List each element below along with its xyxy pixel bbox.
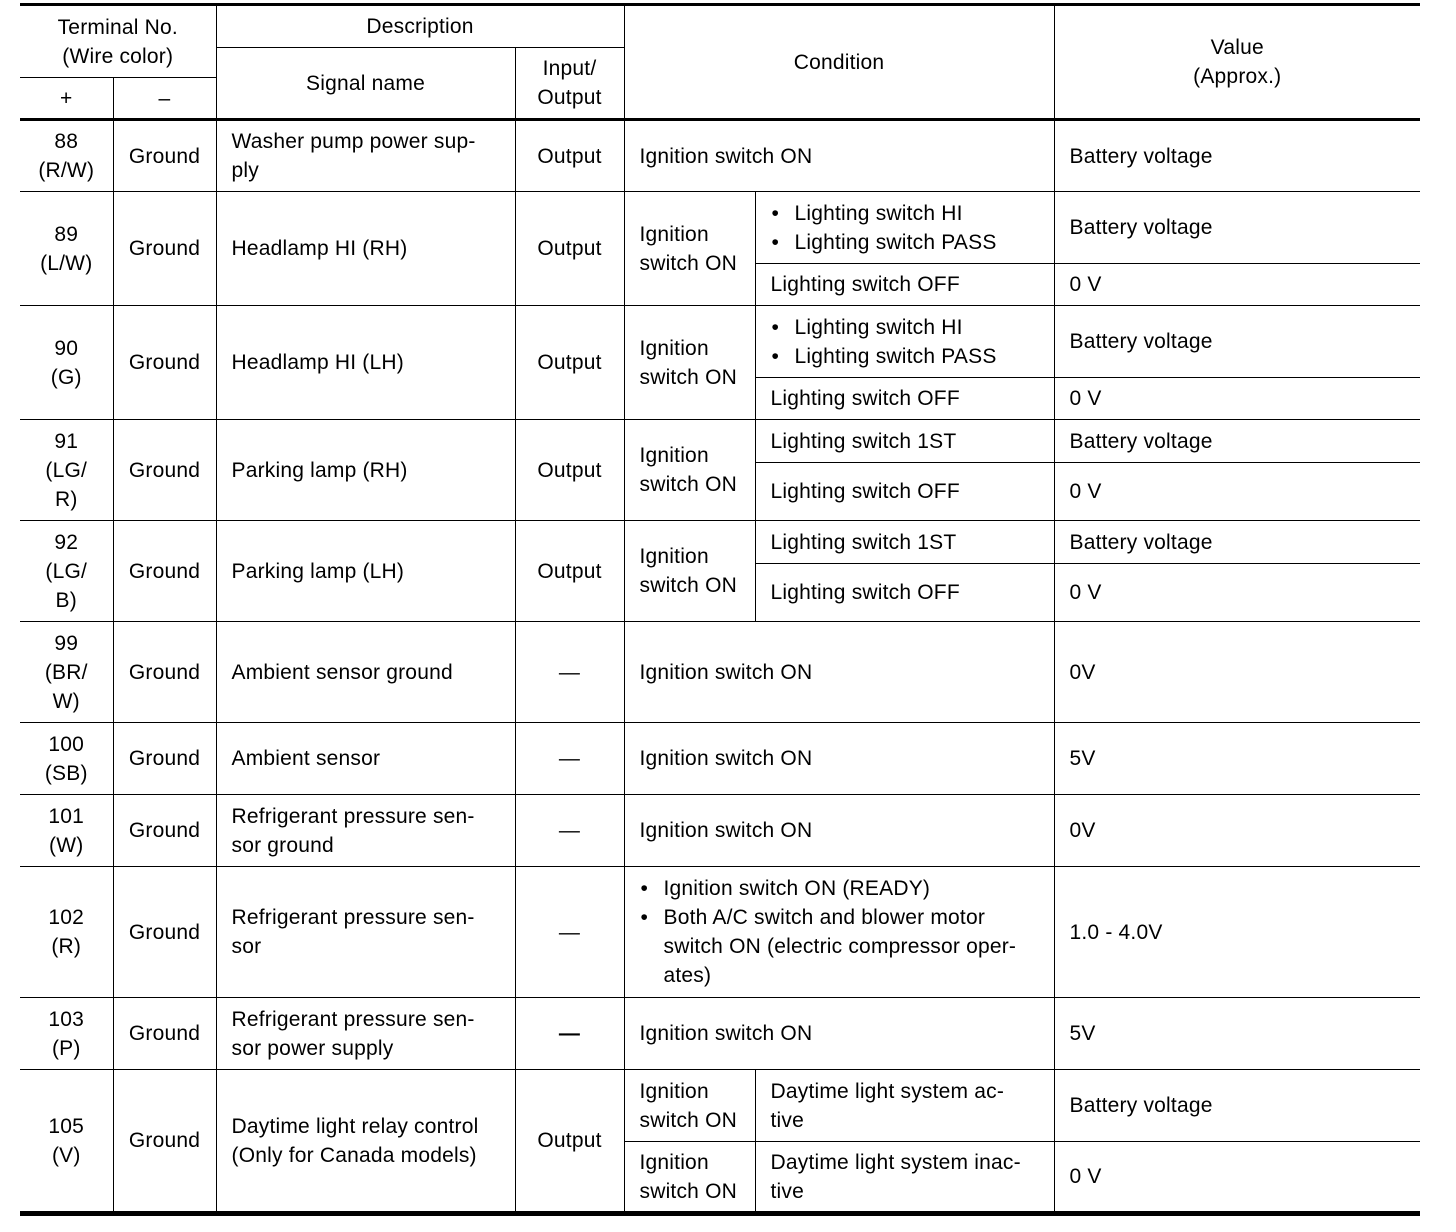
header-value-label: Value bbox=[1210, 36, 1264, 59]
condition-line: Ignition bbox=[639, 444, 709, 467]
signal-name-cell: Headlamp HI (RH) bbox=[216, 192, 515, 306]
signal-name-cell bbox=[216, 867, 515, 998]
terminal-number: 92 bbox=[54, 530, 79, 554]
table-row bbox=[20, 622, 1420, 723]
header-condition: Condition bbox=[624, 5, 1054, 120]
signal-name-cell: Parking lamp (RH) bbox=[216, 420, 515, 521]
condition-cell bbox=[624, 867, 1054, 998]
terminal-cell bbox=[20, 420, 113, 521]
condition-ignition-cell bbox=[624, 1142, 755, 1214]
terminal-cell bbox=[20, 192, 113, 306]
header-terminal-no bbox=[20, 5, 216, 78]
signal-name-line: Refrigerant pressure sen- bbox=[231, 1007, 475, 1031]
value-cell: Battery voltage bbox=[1054, 521, 1420, 564]
wire-color: (V) bbox=[51, 1143, 81, 1167]
wire-color: W) bbox=[52, 689, 80, 713]
terminal-number: 103 bbox=[48, 1007, 85, 1031]
table-header bbox=[20, 5, 1420, 120]
signal-name-cell: Parking lamp (LH) bbox=[216, 521, 515, 622]
value-cell: 0 V bbox=[1054, 378, 1420, 420]
io-cell: Output bbox=[515, 192, 624, 306]
io-cell: — bbox=[515, 867, 624, 998]
header-description: Description bbox=[216, 5, 624, 48]
signal-name-line: ply bbox=[231, 159, 259, 182]
wire-color: (R) bbox=[51, 935, 82, 958]
condition-sub-cell bbox=[755, 306, 1054, 378]
condition-bullet: • Lighting switch HI bbox=[771, 313, 1039, 342]
condition-sub-cell: Lighting switch OFF bbox=[755, 463, 1054, 521]
io-cell: — bbox=[515, 622, 624, 723]
terminal-number: 89 bbox=[54, 222, 79, 246]
wire-color: R) bbox=[54, 487, 78, 511]
condition-sub-cell: Lighting switch OFF bbox=[755, 378, 1054, 420]
io-cell: — bbox=[515, 998, 624, 1070]
wire-color: (BR/ bbox=[44, 660, 88, 684]
signal-name-line: Refrigerant pressure sen- bbox=[231, 906, 475, 929]
condition-bullet: • Lighting switch PASS bbox=[771, 228, 1039, 257]
value-cell: Battery voltage bbox=[1054, 306, 1420, 378]
header-value bbox=[1054, 5, 1420, 120]
signal-name-cell bbox=[216, 1070, 515, 1214]
value-cell: 0 V bbox=[1054, 1142, 1420, 1214]
terminal-cell bbox=[20, 723, 113, 795]
condition-cell: Ignition switch ON bbox=[624, 998, 1054, 1070]
table-row bbox=[20, 120, 1420, 192]
terminal-number: 102 bbox=[48, 906, 85, 929]
signal-name-cell: Ambient sensor bbox=[216, 723, 515, 795]
terminal-cell bbox=[20, 1070, 113, 1214]
condition-sub-cell: Lighting switch OFF bbox=[755, 564, 1054, 622]
wire-color: (LG/ bbox=[45, 559, 88, 583]
condition-bullet: • Ignition switch ON (READY) bbox=[640, 874, 1039, 903]
condition-line: Ignition bbox=[639, 545, 709, 568]
value-cell: 1.0 - 4.0V bbox=[1054, 867, 1420, 998]
value-cell: Battery voltage bbox=[1054, 120, 1420, 192]
condition-bullet-list bbox=[771, 313, 1039, 371]
header-output-label: Output bbox=[537, 86, 602, 109]
condition-ignition-cell bbox=[624, 420, 755, 521]
condition-cell: Ignition switch ON bbox=[624, 795, 1054, 867]
signal-name-line: sor bbox=[231, 935, 262, 958]
terminal-cell bbox=[20, 306, 113, 420]
condition-line: Daytime light system ac- bbox=[770, 1079, 1005, 1103]
ground-cell: Ground bbox=[113, 723, 216, 795]
value-cell: 5V bbox=[1054, 998, 1420, 1070]
ground-cell: Ground bbox=[113, 306, 216, 420]
value-cell: Battery voltage bbox=[1054, 1070, 1420, 1142]
ground-cell: Ground bbox=[113, 420, 216, 521]
condition-ignition-cell bbox=[624, 521, 755, 622]
terminal-cell bbox=[20, 120, 113, 192]
ground-cell: Ground bbox=[113, 1070, 216, 1214]
table-body bbox=[20, 120, 1420, 1214]
io-cell: Output bbox=[515, 1070, 624, 1214]
condition-cell: Ignition switch ON bbox=[624, 120, 1054, 192]
condition-line: switch ON bbox=[639, 473, 737, 496]
ground-cell: Ground bbox=[113, 192, 216, 306]
ground-cell: Ground bbox=[113, 521, 216, 622]
terminal-number: 105 bbox=[48, 1114, 85, 1138]
table-row bbox=[20, 723, 1420, 795]
terminal-number: 101 bbox=[48, 804, 85, 828]
condition-line: switch ON bbox=[639, 1179, 737, 1203]
condition-sub-cell bbox=[755, 192, 1054, 264]
condition-ignition-cell bbox=[624, 306, 755, 420]
signal-name-cell bbox=[216, 998, 515, 1070]
table-row bbox=[20, 867, 1420, 998]
value-cell: 0 V bbox=[1054, 463, 1420, 521]
condition-sub-cell bbox=[755, 1142, 1054, 1214]
value-cell: Battery voltage bbox=[1054, 192, 1420, 264]
io-cell: Output bbox=[515, 420, 624, 521]
table-row bbox=[20, 192, 1420, 264]
condition-line: switch ON bbox=[639, 574, 737, 597]
condition-bullet: • Lighting switch HI bbox=[771, 199, 1039, 228]
terminal-cell bbox=[20, 867, 113, 998]
value-cell: 0 V bbox=[1054, 264, 1420, 306]
terminal-table-container bbox=[20, 3, 1420, 1216]
value-cell: 5V bbox=[1054, 723, 1420, 795]
table-row bbox=[20, 998, 1420, 1070]
ground-cell: Ground bbox=[113, 998, 216, 1070]
signal-name-cell: Ambient sensor ground bbox=[216, 622, 515, 723]
condition-line: ates) bbox=[663, 964, 712, 987]
signal-name-line: Daytime light relay control bbox=[231, 1114, 479, 1138]
header-plus: + bbox=[20, 78, 113, 120]
signal-name-line: sor power supply bbox=[231, 1036, 394, 1060]
wire-color: (R/W) bbox=[38, 159, 95, 182]
signal-name-line: (Only for Canada models) bbox=[231, 1143, 477, 1167]
condition-ignition-cell bbox=[624, 1070, 755, 1142]
condition-sub-cell: Lighting switch 1ST bbox=[755, 420, 1054, 463]
value-cell: 0V bbox=[1054, 795, 1420, 867]
signal-name-cell bbox=[216, 120, 515, 192]
ground-cell: Ground bbox=[113, 867, 216, 998]
condition-bullet bbox=[640, 903, 1039, 990]
condition-line: tive bbox=[770, 1179, 804, 1203]
io-cell: Output bbox=[515, 521, 624, 622]
condition-line: tive bbox=[770, 1108, 804, 1132]
condition-ignition-cell bbox=[624, 192, 755, 306]
signal-name-line: sor ground bbox=[231, 833, 334, 857]
header-value-approx: (Approx.) bbox=[1193, 65, 1282, 88]
io-cell: — bbox=[515, 795, 624, 867]
value-cell: 0 V bbox=[1054, 564, 1420, 622]
terminal-number: 100 bbox=[48, 732, 85, 756]
condition-line: Both A/C switch and blower motor bbox=[663, 906, 986, 929]
wire-color: (G) bbox=[50, 365, 82, 389]
terminal-number: 88 bbox=[54, 130, 79, 153]
wire-color: (L/W) bbox=[40, 251, 93, 275]
condition-sub-cell bbox=[755, 1070, 1054, 1142]
wire-color: (W) bbox=[49, 833, 84, 857]
header-input-output bbox=[515, 48, 624, 120]
table-row bbox=[20, 795, 1420, 867]
wire-color: (LG/ bbox=[45, 458, 88, 482]
signal-name-line: Washer pump power sup- bbox=[231, 130, 476, 153]
condition-line: switch ON bbox=[639, 365, 737, 389]
header-minus: – bbox=[113, 78, 216, 120]
signal-name-cell bbox=[216, 795, 515, 867]
terminal-cell bbox=[20, 622, 113, 723]
condition-line: Daytime light system inac- bbox=[770, 1150, 1021, 1174]
condition-bullet-list bbox=[640, 874, 1039, 990]
header-terminal-label: Terminal No. bbox=[57, 15, 178, 39]
condition-bullet: • Lighting switch PASS bbox=[771, 342, 1039, 371]
io-cell: Output bbox=[515, 120, 624, 192]
table-row bbox=[20, 521, 1420, 564]
condition-line: switch ON (electric compressor oper- bbox=[663, 935, 1017, 958]
terminal-reference-table bbox=[20, 3, 1420, 1216]
terminal-cell bbox=[20, 998, 113, 1070]
terminal-number: 91 bbox=[54, 429, 79, 453]
table-row bbox=[20, 1070, 1420, 1142]
io-cell: Output bbox=[515, 306, 624, 420]
table-row bbox=[20, 420, 1420, 463]
signal-name-line: Refrigerant pressure sen- bbox=[231, 804, 475, 828]
condition-line: switch ON bbox=[639, 1108, 737, 1132]
terminal-cell bbox=[20, 795, 113, 867]
header-wire-color-label: (Wire color) bbox=[62, 44, 174, 68]
condition-line: Ignition bbox=[639, 1079, 709, 1103]
condition-cell: Ignition switch ON bbox=[624, 622, 1054, 723]
header-input-label: Input/ bbox=[542, 57, 597, 80]
ground-cell: Ground bbox=[113, 795, 216, 867]
terminal-number: 99 bbox=[54, 631, 79, 655]
header-signal-name: Signal name bbox=[216, 48, 515, 120]
condition-line: Ignition bbox=[639, 336, 709, 360]
terminal-cell bbox=[20, 521, 113, 622]
table-row bbox=[20, 306, 1420, 378]
wire-color: (SB) bbox=[44, 761, 88, 785]
ground-cell: Ground bbox=[113, 120, 216, 192]
condition-bullet-list bbox=[771, 199, 1039, 257]
wire-color: B) bbox=[55, 588, 77, 612]
terminal-number: 90 bbox=[54, 336, 79, 360]
condition-line: Ignition bbox=[639, 222, 709, 246]
io-cell: — bbox=[515, 723, 624, 795]
value-cell: 0V bbox=[1054, 622, 1420, 723]
value-cell: Battery voltage bbox=[1054, 420, 1420, 463]
condition-line: switch ON bbox=[639, 251, 737, 275]
condition-sub-cell: Lighting switch 1ST bbox=[755, 521, 1054, 564]
signal-name-cell: Headlamp HI (LH) bbox=[216, 306, 515, 420]
condition-line: Ignition bbox=[639, 1150, 709, 1174]
ground-cell: Ground bbox=[113, 622, 216, 723]
condition-sub-cell: Lighting switch OFF bbox=[755, 264, 1054, 306]
condition-cell: Ignition switch ON bbox=[624, 723, 1054, 795]
wire-color: (P) bbox=[51, 1036, 81, 1060]
